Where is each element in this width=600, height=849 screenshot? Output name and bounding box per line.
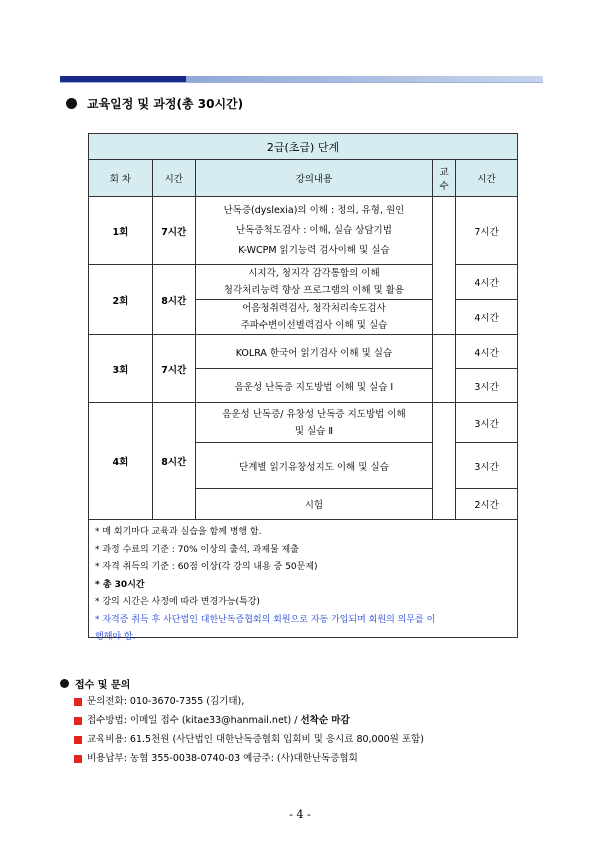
hours2-cell: 2시간: [456, 489, 518, 520]
note-line: * 자격 취득의 기준 : 60점 이상(각 강의 내용 중 50문제): [95, 562, 318, 572]
hours-cell: 8시간: [152, 403, 195, 520]
header-rule: [60, 76, 543, 82]
content-cell: 난독증(dyslexia)의 이해 : 정의, 유형, 원인 난독증척도검사 : 이해, 실습 상담기법 K-WCPM 읽기능력 검사이해 및 실습: [195, 197, 432, 265]
content-cell: 단계별 읽기유창성지도 이해 및 실습: [195, 443, 432, 489]
content-cell: 시지각, 청지각 감각통합의 이해 청각처리능력 향상 프로그램의 이해 및 활용: [195, 265, 432, 300]
instructor-cell: [433, 197, 456, 335]
bullet-icon: [60, 679, 69, 688]
hours2-cell: 4시간: [456, 335, 518, 369]
contact-item: 비용납부: 농협 355-0038-0740-03 예금주: (사)대한난독증협회: [74, 749, 424, 768]
contact-title: [60, 676, 130, 691]
hours2-cell: 4시간: [456, 265, 518, 300]
session-cell: 1회: [89, 197, 153, 265]
notes-box: [88, 518, 518, 642]
note-line: * 자격증 취득 후 사단법인 대한난독증협회의 회원으로 자동 가입되며 회원의 의무를 이 행해야 함.: [95, 614, 436, 642]
table-row: [89, 403, 518, 443]
hours-cell: 7시간: [152, 197, 195, 265]
square-bullet-icon: [74, 717, 82, 725]
content-cell: 음운성 난독증/ 유창성 난독증 지도방법 이해 및 실습 Ⅱ: [195, 403, 432, 443]
page-number: - 4 -: [289, 808, 311, 821]
hours2-cell: 3시간: [456, 443, 518, 489]
level-title: 2급(초급) 단계: [89, 134, 518, 160]
contact-item: 접수방법: 이메일 접수 (kitae33@hanmail.net) / 선착순 마감: [74, 711, 424, 730]
session-cell: 2회: [89, 265, 153, 335]
header-content: 강의내용: [195, 160, 432, 197]
bullet-icon: [66, 98, 77, 109]
section-title: [66, 95, 243, 112]
content-cell: 음운성 난독증 지도방법 이해 및 실습 Ⅰ: [195, 369, 432, 403]
table-header: [89, 160, 518, 197]
hours2-cell: 4시간: [456, 300, 518, 335]
header-hours: 시간: [152, 160, 195, 197]
table-row: [89, 197, 518, 265]
content-cell: 시험: [195, 489, 432, 520]
header-hours2: 시간: [456, 160, 518, 197]
hours2-cell: 3시간: [456, 369, 518, 403]
header-instructor: 교 수: [433, 160, 456, 197]
square-bullet-icon: [74, 698, 82, 706]
hours-cell: 7시간: [152, 335, 195, 403]
note-line: * 강의 시간은 사정에 따라 변경가능(특강): [95, 597, 260, 607]
note-line: * 매 회기마다 교육과 실습을 함께 병행 함.: [95, 527, 262, 537]
instructor-cell: [433, 335, 456, 403]
square-bullet-icon: [74, 736, 82, 744]
note-line: * 총 30시간: [95, 579, 145, 590]
hours2-cell: 7시간: [456, 197, 518, 265]
contact-item: 교육비용: 61.5천원 (사단법인 대한난독증협회 입회비 및 응시료 80,000원 포함): [74, 730, 424, 749]
schedule-table: [88, 133, 518, 520]
hours-cell: 8시간: [152, 265, 195, 335]
header-session: 회 차: [89, 160, 153, 197]
contact-title-text: 접수 및 문의: [75, 680, 131, 691]
contact-item: 문의전화: 010-3670-7355 (김기태),: [74, 692, 424, 711]
square-bullet-icon: [74, 755, 82, 763]
content-cell: 어음청취력검사, 청각처리속도검사 주파수변이선별력검사 이해 및 실습: [195, 300, 432, 335]
hours2-cell: 3시간: [456, 403, 518, 443]
session-cell: 3회: [89, 335, 153, 403]
content-cell: KOLRA 한국어 읽기검사 이해 및 실습: [195, 335, 432, 369]
contact-list: [74, 692, 424, 768]
note-line: * 과정 수료의 기준 : 70% 이상의 출석, 과제물 제출: [95, 544, 299, 555]
table-row: [89, 335, 518, 369]
section-title-text: 교육일정 및 과정(총 30시간): [87, 97, 244, 111]
instructor-cell: [433, 403, 456, 520]
session-cell: 4회: [89, 403, 153, 520]
